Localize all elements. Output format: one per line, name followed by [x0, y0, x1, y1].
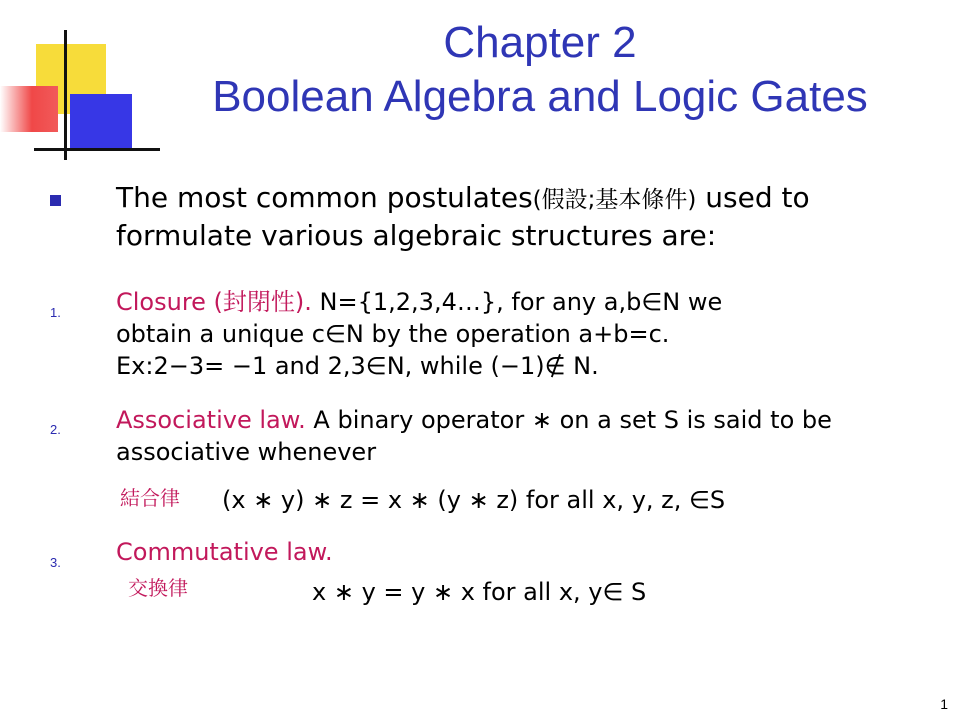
bullet-square-icon	[50, 195, 61, 206]
page-number: 1	[940, 696, 948, 712]
title-line-1: Chapter 2	[443, 18, 637, 67]
item-commutative	[116, 536, 936, 568]
intro-part-2: used to formulate various algebraic structures are:	[116, 181, 810, 252]
item-3-heading: Commutative law.	[116, 538, 333, 566]
slide-title	[140, 16, 940, 124]
item-3-number: 3.	[50, 555, 61, 570]
item-1-line-3: Ex:2−3= −1 and 2,3∈N, while (−1)∉ N.	[116, 352, 599, 380]
item-2-text: A binary operator ∗ on a set S is said to be associative whenever	[116, 406, 832, 466]
associative-note: 結合律	[120, 486, 180, 510]
decor-blue-square	[70, 94, 132, 150]
item-2-number: 2.	[50, 422, 61, 437]
intro-cjk: (假設;基本條件)	[532, 187, 697, 213]
intro-text	[116, 180, 936, 254]
decor-horizontal-line	[34, 148, 160, 151]
item-associative	[116, 404, 936, 468]
decor-vertical-line	[64, 30, 67, 160]
commutative-note: 交換律	[128, 576, 188, 600]
commutative-formula: x ∗ y = y ∗ x for all x, y∈ S	[312, 578, 647, 606]
title-line-2: Boolean Algebra and Logic Gates	[212, 72, 868, 121]
item-1-number: 1.	[50, 305, 61, 320]
intro-part-1: The most common postulates	[116, 181, 533, 214]
associative-formula: (x ∗ y) ∗ z = x ∗ (y ∗ z) for all x, y, z, ∈S	[222, 486, 726, 514]
item-2-heading: Associative law.	[116, 406, 306, 434]
item-1-heading: Closure (封閉性).	[116, 288, 312, 316]
item-closure	[116, 286, 936, 382]
item-1-line-1: N={1,2,3,4…}, for any a,b∈N we	[311, 288, 723, 316]
item-1-line-2: obtain a unique c∈N by the operation a+b=c.	[116, 320, 670, 348]
decor-red-bar	[0, 86, 58, 132]
